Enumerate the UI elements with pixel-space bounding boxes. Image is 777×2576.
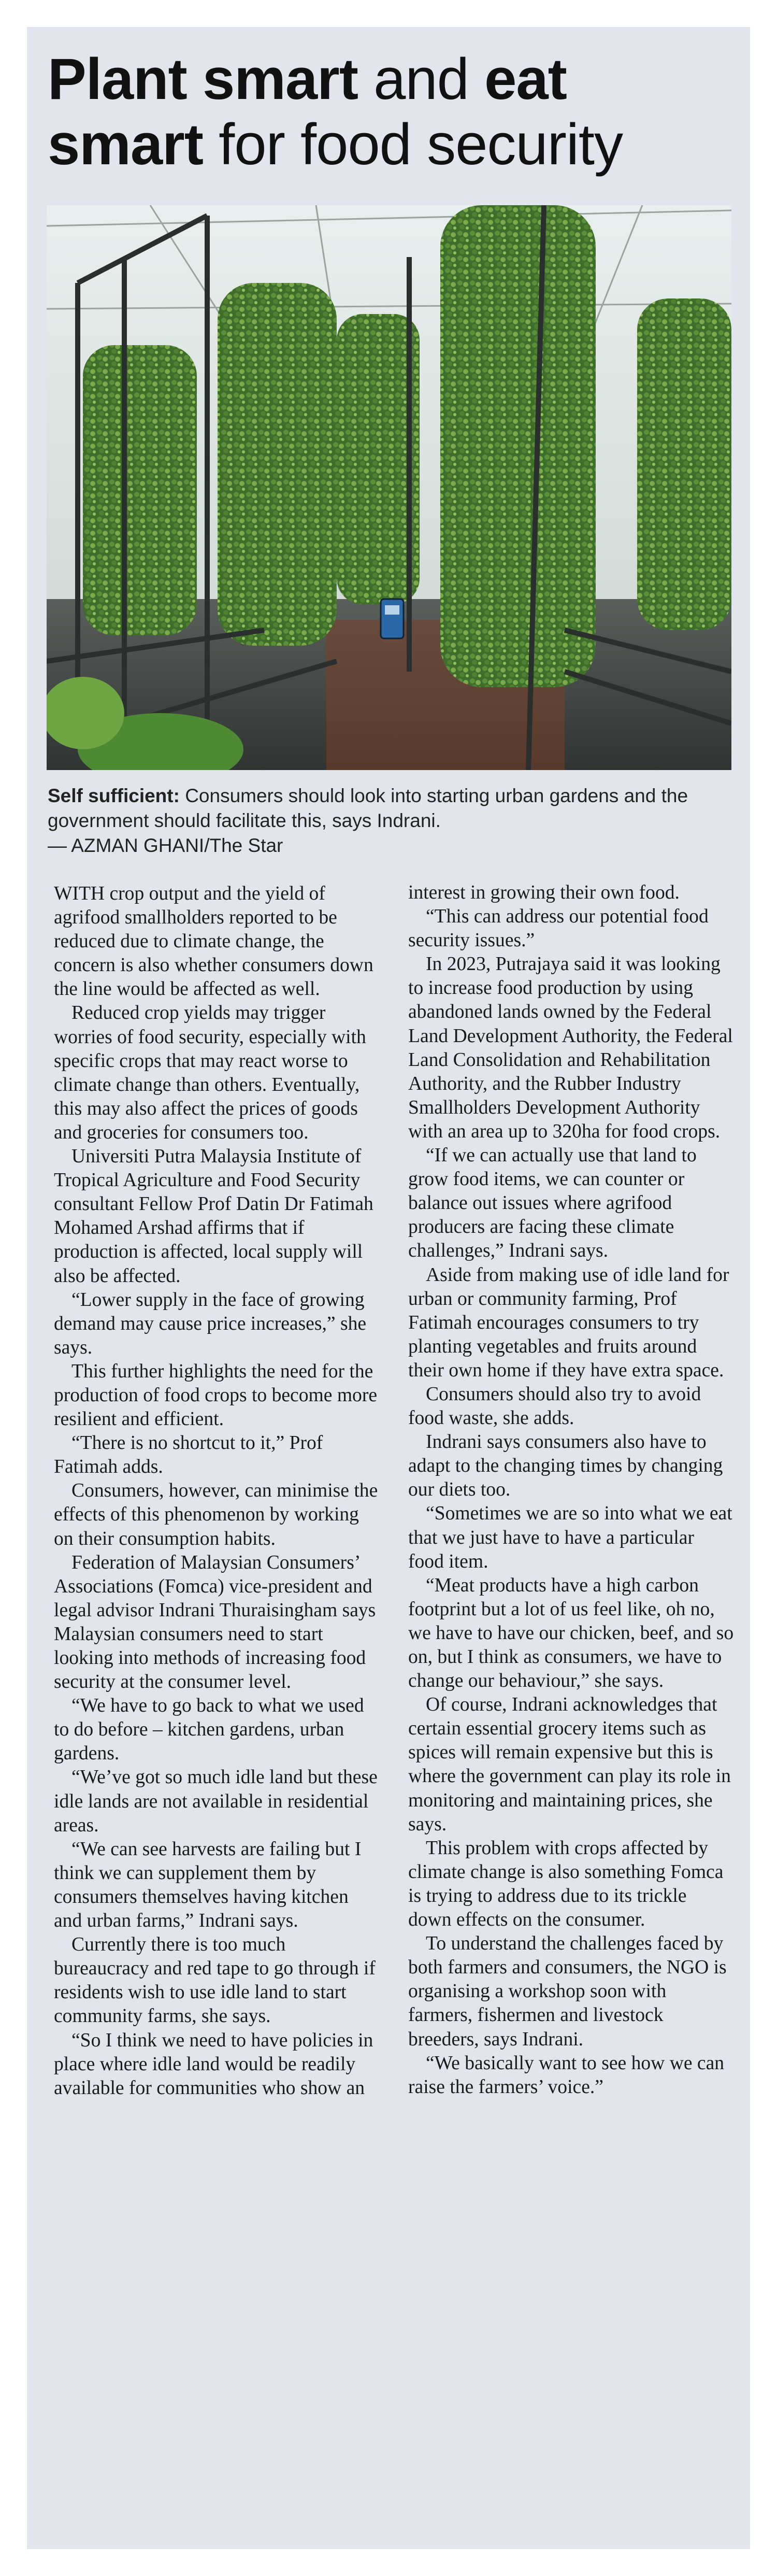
paragraph: “So I think we need to have policies in place where idle land would be readily available for communities who show an [54, 2029, 373, 2099]
paragraph: “Meat products have a high carbon footprint but a lot of us feel like, oh no, we have to have our chicken, beef, and so on, but I think as consumers, we have to change our behaviour,” she says. [408, 1574, 734, 1692]
caption-lead: Self sufficient: [48, 785, 180, 806]
paragraph: This further highlights the need for the production of food crops to become more resilient and efficient. [54, 1360, 378, 1430]
headline-part-2: and [357, 47, 485, 111]
photo-caption [48, 784, 731, 858]
paragraph: Aside from making use of idle land for urban or community farming, Prof Fatimah encourages consumers to try planting vegetables and fruits around their own home if they have extra space. [408, 1264, 729, 1381]
paragraph: “We can see harvests are failing but I think we can supplement them by consumers themselves having kitchen and urban farms,” Indrani says. [54, 1838, 362, 1932]
paragraph: Universiti Putra Malaysia Institute of Tropical Agriculture and Food Security consultant Fellow Prof Datin Dr Fatimah Mohamed Arshad affirms that if production is affected, local supply will also be affected. [54, 1146, 373, 1287]
headline-part-3: eat [484, 47, 567, 111]
paragraph: “We basically want to see how we can raise the farmers’ voice.” [408, 2052, 725, 2098]
paragraph: Federation of Malaysian Consumers’ Associations (Fomca) vice-president and legal advisor Indrani Thuraisingham says Malaysian consumers need to start looking into methods of increasing food security at the consumer level. [54, 1552, 376, 1693]
paragraph: Currently there is too much bureaucracy and red tape to go through if residents wish to use idle land to start community farms, she says. [54, 1934, 376, 2027]
paragraph: Indrani says consumers also have to adapt to the changing times by changing our diets too. [408, 1431, 723, 1501]
paragraph: “There is no shortcut to it,” Prof Fatimah adds. [54, 1432, 323, 1478]
headline [48, 47, 731, 177]
paragraph: “Sometimes we are so into what we eat that we just have to have a particular food item. [408, 1503, 732, 1572]
vertical-garden-photo [47, 205, 731, 770]
paragraph: Consumers, however, can minimise the effects of this phenomenon by working on their consumption habits. [54, 1480, 378, 1549]
paragraph: Consumers should also try to avoid food waste, she adds. [408, 1383, 701, 1429]
caption-text: Consumers should look into starting urban gardens and the government should facilitate this, says Indrani. [48, 785, 688, 831]
article-column-left [54, 882, 380, 2100]
paragraph: To understand the challenges faced by both farmers and consumers, the NGO is organising a workshop soon with farmers, fishermen and livestock breeders, says Indrani. [408, 1933, 727, 2050]
headline-part-5: for food security [203, 112, 623, 177]
paragraph: Reduced crop yields may trigger worries of food security, especially with specific crops that may react worse to climate change than others. Eventually, this may also affect the prices of goods and groceries for consumers too. [54, 1002, 366, 1143]
paragraph: interest in growing their own food. [408, 882, 680, 903]
greenhouse-illustration [47, 205, 731, 770]
paragraph: This problem with crops affected by climate change is also something Fomca is trying to address due to its trickle down effects on the consumer. [408, 1837, 724, 1931]
photo-credit: — AZMAN GHANI/The Star [48, 835, 283, 856]
newspaper-clipping [27, 27, 750, 2549]
headline-part-4: smart [48, 112, 204, 177]
paragraph: “This can address our potential food security issues.” [408, 906, 709, 951]
paragraph: Of course, Indrani acknowledges that certain essential grocery items such as spices will remain expensive but this is where the government can play its role in monitoring and maintaining prices, she says. [408, 1694, 731, 1835]
paragraph: In 2023, Putrajaya said it was looking to increase food production by using abandoned lands owned by the Federal Land Development Authority, the Federal Land Consolidation and Rehabilitation Authority, and the Rubber Industry Smallholders Development Authority with an area up to 320ha for food crops. [408, 953, 733, 1142]
paragraph: WITH crop output and the yield of agrifood smallholders reported to be reduced due to climate change, the concern is also whether consumers down the line would be affected as well. [54, 883, 373, 1000]
paragraph: “We’ve got so much idle land but these idle lands are not available in residential areas. [54, 1767, 378, 1836]
paragraph: “We have to go back to what we used to do before – kitchen gardens, urban gardens. [54, 1695, 364, 1764]
paragraph: “If we can actually use that land to grow food items, we can counter or balance out issues where agrifood producers are facing these climate challenges,” Indrani says. [408, 1145, 697, 1262]
paragraph: “Lower supply in the face of growing demand may cause price increases,” she says. [54, 1289, 367, 1358]
article-column-right [408, 881, 735, 2099]
headline-part-1: Plant smart [48, 47, 358, 111]
